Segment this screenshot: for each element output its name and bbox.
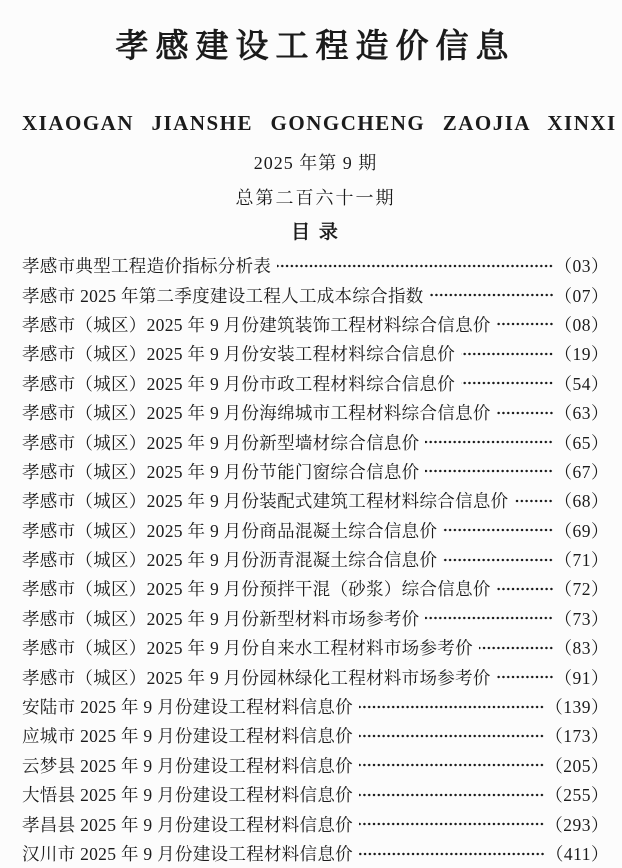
toc-heading: 目 录 <box>291 222 340 243</box>
toc-entry-page-number: （08） <box>554 314 609 335</box>
dot-leader <box>425 604 553 633</box>
toc-entry-title: 孝感市（城区）2025 年 9 月份市政工程材料综合信息价 <box>22 373 456 394</box>
toc-entry-title: 大悟县 2025 年 9 月份建设工程材料信息价 <box>22 785 353 806</box>
dot-leader <box>359 809 544 838</box>
toc-entry-page-number: （71） <box>554 550 609 571</box>
dot-leader <box>277 251 553 280</box>
pinyin-subtitle: XIAOGAN JIANSHE GONGCHENG ZAOJIA XINXI <box>22 111 617 135</box>
toc-row <box>22 310 609 339</box>
toc-row <box>22 574 609 603</box>
toc-entry-page-number: （83） <box>554 638 609 659</box>
toc-entry-title: 孝感市典型工程造价指标分析表 <box>22 256 272 277</box>
toc-row <box>22 398 609 427</box>
toc-entry-title: 孝感市（城区）2025 年 9 月份园林绿化工程材料市场参考价 <box>22 667 491 688</box>
table-of-contents <box>22 251 609 868</box>
toc-entry-title: 安陆市 2025 年 9 月份建设工程材料信息价 <box>22 697 353 718</box>
dot-leader <box>359 780 544 809</box>
toc-entry-title: 孝感市（城区）2025 年 9 月份新型墙材综合信息价 <box>22 432 420 453</box>
toc-entry-page-number: （73） <box>554 608 609 629</box>
cumulative-issue-line: 总第二百六十一期 <box>235 188 396 208</box>
dot-leader <box>497 574 554 603</box>
dot-leader <box>359 839 545 868</box>
toc-row <box>22 369 609 398</box>
toc-row <box>22 516 609 545</box>
toc-entry-title: 孝感市（城区）2025 年 9 月份节能门窗综合信息价 <box>22 461 420 482</box>
toc-row <box>22 339 609 368</box>
toc-row <box>22 692 609 721</box>
toc-entry-page-number: （173） <box>545 726 609 747</box>
dot-leader <box>461 369 553 398</box>
page-title: 孝感建设工程造价信息 <box>115 26 516 65</box>
toc-entry-title: 孝感市（城区）2025 年 9 月份建筑装饰工程材料综合信息价 <box>22 314 491 335</box>
toc-entry-title: 孝感市 2025 年第二季度建设工程人工成本综合指数 <box>22 285 424 306</box>
toc-entry-page-number: （69） <box>554 520 609 541</box>
toc-entry-page-number: （411） <box>545 844 609 864</box>
dot-leader <box>425 427 553 456</box>
dot-leader <box>359 721 544 750</box>
toc-row <box>22 633 609 662</box>
toc-row <box>22 280 609 309</box>
toc-entry-page-number: （19） <box>554 344 609 365</box>
dot-leader <box>514 486 553 515</box>
toc-row <box>22 545 609 574</box>
toc-row <box>22 721 609 750</box>
toc-row <box>22 809 609 838</box>
dot-leader <box>461 339 553 368</box>
dot-leader <box>443 516 553 545</box>
toc-entry-page-number: （07） <box>554 285 609 306</box>
toc-row <box>22 839 609 868</box>
toc-row <box>22 604 609 633</box>
toc-row <box>22 780 609 809</box>
toc-entry-page-number: （63） <box>554 403 609 424</box>
toc-entry-page-number: （72） <box>554 579 609 600</box>
toc-entry-title: 孝感市（城区）2025 年 9 月份预拌干混（砂浆）综合信息价 <box>22 579 491 600</box>
toc-entry-title: 孝感市（城区）2025 年 9 月份安装工程材料综合信息价 <box>22 344 456 365</box>
toc-entry-page-number: （139） <box>545 697 609 718</box>
dot-leader <box>479 633 554 662</box>
toc-entry-title: 孝感市（城区）2025 年 9 月份海绵城市工程材料综合信息价 <box>22 403 491 424</box>
dot-leader <box>497 662 554 691</box>
issue-number-line: 2025 年第 9 期 <box>253 153 378 173</box>
toc-entry-page-number: （54） <box>554 373 609 394</box>
toc-entry-title: 孝昌县 2025 年 9 月份建设工程材料信息价 <box>22 814 353 835</box>
toc-entry-page-number: （91） <box>554 667 609 688</box>
toc-entry-title: 应城市 2025 年 9 月份建设工程材料信息价 <box>22 726 353 747</box>
dot-leader <box>443 545 553 574</box>
toc-row <box>22 251 609 280</box>
toc-entry-page-number: （67） <box>554 461 609 482</box>
toc-entry-page-number: （68） <box>554 491 609 512</box>
toc-entry-page-number: （293） <box>545 814 609 835</box>
toc-row <box>22 457 609 486</box>
toc-row <box>22 662 609 691</box>
dot-leader <box>497 398 554 427</box>
toc-entry-title: 云梦县 2025 年 9 月份建设工程材料信息价 <box>22 755 353 776</box>
dot-leader <box>425 457 553 486</box>
dot-leader <box>497 310 554 339</box>
toc-row <box>22 751 609 780</box>
toc-entry-title: 孝感市（城区）2025 年 9 月份沥青混凝土综合信息价 <box>22 550 438 571</box>
toc-entry-page-number: （03） <box>554 256 609 277</box>
toc-entry-title: 汉川市 2025 年 9 月份建设工程材料信息价 <box>22 844 353 864</box>
toc-entry-title: 孝感市（城区）2025 年 9 月份新型材料市场参考价 <box>22 608 420 629</box>
toc-entry-page-number: （205） <box>545 755 609 776</box>
dot-leader <box>430 280 554 309</box>
toc-entry-page-number: （65） <box>554 432 609 453</box>
toc-entry-page-number: （255） <box>545 785 609 806</box>
dot-leader <box>359 692 544 721</box>
toc-row <box>22 486 609 515</box>
toc-entry-title: 孝感市（城区）2025 年 9 月份自来水工程材料市场参考价 <box>22 638 473 659</box>
toc-entry-title: 孝感市（城区）2025 年 9 月份商品混凝土综合信息价 <box>22 520 438 541</box>
dot-leader <box>359 751 544 780</box>
toc-row <box>22 427 609 456</box>
toc-entry-title: 孝感市（城区）2025 年 9 月份装配式建筑工程材料综合信息价 <box>22 491 509 512</box>
